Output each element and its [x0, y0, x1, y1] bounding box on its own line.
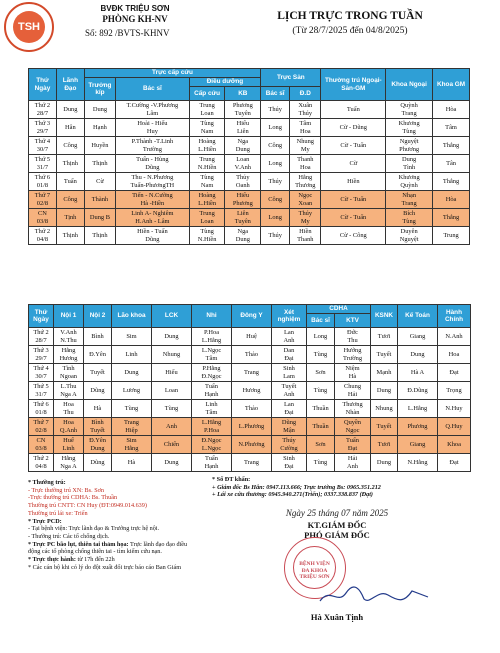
col-truc-san: Trực Sản	[261, 69, 321, 87]
table2-cell: Sinh Đại	[272, 454, 307, 472]
table1-cell: Công	[56, 137, 84, 155]
table1-cell: Cừ - Tuấn	[321, 209, 386, 227]
table1-cell: Trung Loan	[189, 209, 225, 227]
table1-cell: Trung N.Hiền	[189, 155, 225, 173]
table2-cell: Tùng	[307, 454, 335, 472]
table1-cell: Hiền Thanh	[290, 227, 321, 245]
table2-cell: N.Anh	[438, 328, 471, 346]
table2-cell: Hoa Thu	[54, 400, 84, 418]
table1-cell: Tuấn	[56, 173, 84, 191]
table2-cell: Thứ 2 04/8	[29, 454, 54, 472]
contacts-section	[212, 476, 462, 499]
table1-cell: Thắng	[433, 173, 470, 191]
table1-cell: Long	[261, 209, 290, 227]
contacts-head: * Số ĐT khẩn:	[212, 476, 251, 483]
table1-cell: Tịnh	[56, 209, 84, 227]
table1-cell: Thứ 2 28/7	[29, 101, 57, 119]
col-lck: LCK	[152, 305, 192, 328]
department-name: PHÒNG KH-NV	[102, 14, 168, 24]
table2-cell: Dũng	[84, 382, 112, 400]
table2-cell: Sinh Lam	[272, 364, 307, 382]
table1-cell: Nga Dung	[225, 227, 261, 245]
note-cac-can-bo: * Các cán bộ khi có lý do đột xuất đổi trực báo cáo Ban Giám	[28, 563, 182, 571]
org-name: BVĐK TRIỆU SƠN	[100, 4, 170, 13]
note-cdha: -Trực thường trú CDHA: Bs. Thuần	[28, 494, 118, 502]
table2-cell: Khoa	[438, 436, 471, 454]
note-truc-thuc-hanh: * Trực thực hành:	[28, 556, 76, 564]
table1-cell: Long	[261, 119, 290, 137]
col-cdha-bac-si: Bác sĩ	[307, 314, 335, 328]
table2-cell: Hải Anh	[335, 454, 371, 472]
col-ngoai-san: Thường trú Ngoại-Sản-GM	[321, 69, 386, 101]
table2-cell: Tuyết Anh	[272, 382, 307, 400]
table1-cell: Khương Quỳnh	[386, 173, 433, 191]
table2-cell: Tùng	[307, 346, 335, 364]
table2-cell: Tùng	[112, 400, 152, 418]
table1-cell: Cừ - Tuấn	[321, 137, 386, 155]
table2-cell: Trang	[232, 454, 272, 472]
table2-cell: Thứ 5 31/7	[29, 382, 54, 400]
table1-cell: Tùng Nam	[189, 173, 225, 191]
table2-cell: Đ.Yên Dung	[84, 436, 112, 454]
table2-cell: Dung	[152, 454, 192, 472]
col-noi2: Nội 2	[84, 305, 112, 328]
table2-cell: Dung	[371, 382, 398, 400]
table2-cell: N.Hằng	[398, 454, 438, 472]
table2-cell: L.Ngọc Tâm	[192, 346, 232, 364]
table1-cell: Tân	[433, 155, 470, 173]
table2-cell: L.Thu Nga A	[54, 382, 84, 400]
table2-cell: Dũng	[84, 454, 112, 472]
table2-cell: Lan Anh	[272, 328, 307, 346]
sign-date: Ngày 25 tháng 07 năm 2025	[285, 508, 389, 518]
stamp-text: BỆNH VIỆN ĐA KHOA TRIỆU SƠN	[299, 561, 330, 580]
table1-cell: Trung	[433, 227, 470, 245]
table1-cell: Xuân Thúy	[290, 101, 321, 119]
table2-cell: Tuấn Hạnh	[192, 382, 232, 400]
table2-row	[29, 382, 471, 400]
table1-row	[29, 155, 470, 173]
table1-cell: Ngọc Xoan	[290, 191, 321, 209]
table2-cell: Hiếu	[152, 364, 192, 382]
table2-cell: Sơn	[307, 436, 335, 454]
table2-cell: Tùng	[307, 382, 335, 400]
table2-cell: Bình	[84, 328, 112, 346]
table1-cell: Thứ 3 29/7	[29, 119, 57, 137]
note-truc-pcd: * Trực PCD:	[28, 517, 62, 525]
table2-cell: Linh Tâm	[192, 400, 232, 418]
table2-cell: Trọng	[438, 382, 471, 400]
sign-title1: KT.GIÁM ĐỐC	[307, 520, 367, 530]
note-pc-bao-lut: * Trực PC bão lụt, thiên tai thảm họa:	[28, 540, 129, 548]
table2-cell: L.Phương	[232, 418, 272, 436]
col-cap-cuu: Cấp cứu	[189, 87, 225, 101]
table2-cell: Tuấn Đạt	[335, 436, 371, 454]
table1-row	[29, 191, 470, 209]
col-dieu-duong: Điều dưỡng	[189, 78, 260, 87]
table1-cell: Dung Tình	[386, 155, 433, 173]
table2-cell: Nhung	[371, 400, 398, 418]
table2-cell: Thương Nhàn	[335, 400, 371, 418]
col-ksnk: KSNK	[371, 305, 398, 328]
table2-cell: Huệ	[232, 328, 272, 346]
table2-cell: Trang	[232, 364, 272, 382]
table1-cell: Tiến - N.Cường Hà -Hiền	[116, 191, 190, 209]
table2-cell: Hương	[232, 382, 272, 400]
table2-cell: Chung Hải	[335, 382, 371, 400]
col-san-dd: Đ.D	[290, 87, 321, 101]
table2-cell: Trang Hiệp	[112, 418, 152, 436]
table1-cell: Hân	[56, 119, 84, 137]
table2-cell: Hằng Nga A	[54, 454, 84, 472]
table1-cell: T.Cường -V.Phương Lâm	[116, 101, 190, 119]
table1-cell: Hoàng L.Hiền	[189, 191, 225, 209]
col-thu-ngay: Thứ Ngày	[29, 69, 57, 101]
table1-cell: Công	[261, 137, 290, 155]
table2-cell: Lan Đại	[272, 400, 307, 418]
table2-cell: Tuyết	[84, 364, 112, 382]
table1-cell: Hiếu Phương	[225, 191, 261, 209]
table1-cell: Thịnh	[56, 155, 84, 173]
col-lanh-dao: Lãnh Đạo	[56, 69, 84, 101]
table2-cell: L.Hằng	[398, 400, 438, 418]
signature-mark	[316, 585, 436, 607]
table2-cell: Giang	[398, 436, 438, 454]
table1-cell: Cừ - Công	[321, 227, 386, 245]
table1-cell: Thủy Oanh	[225, 173, 261, 191]
table2-row	[29, 418, 471, 436]
table2-cell: Hà	[112, 454, 152, 472]
table2-cell: Đ.Dũng	[398, 382, 438, 400]
document-header	[0, 0, 500, 58]
table2-cell: Thảo	[232, 346, 272, 364]
table2-cell: P.Hằng Đ.Ngọc	[192, 364, 232, 382]
table2-cell: N.Phương	[232, 436, 272, 454]
emergency-roster-table	[28, 68, 470, 245]
table1-cell: Hoài - Hiếu Huy	[116, 119, 190, 137]
table1-cell: Thứ 6 01/8	[29, 173, 57, 191]
table1-cell: Duyên Nguyệt	[386, 227, 433, 245]
table2-row	[29, 436, 471, 454]
table2-cell: Hà A	[398, 364, 438, 382]
table1-cell: Bích Tùng	[386, 209, 433, 227]
contacts-line1: + Giám đốc Bs Hân: 0947.113.666; Trực trưởng Bs: 0965.351.212	[212, 483, 381, 491]
table2-cell: V.Anh N.Thu	[54, 328, 84, 346]
table1-cell: P.Thành -T.Linh Trường	[116, 137, 190, 155]
table1-cell: Thứ 4 30/7	[29, 137, 57, 155]
table1-cell: Thúy	[261, 101, 290, 119]
note-xn: - Trực thường trú XN: Bs. Sơn	[28, 486, 104, 494]
col2-thu-ngay: Thứ Ngày	[29, 305, 54, 328]
table1-cell: Thịnh	[84, 155, 115, 173]
table2-cell: Dung	[152, 328, 192, 346]
table1-cell: Tâm	[433, 119, 470, 137]
note-lai-xe: Thường trú lái xe: Triển	[28, 509, 88, 517]
contacts-line2: + Lái xe cứu thương: 0945.940.271(Triển); 0337.338.837 (Đạt)	[212, 491, 373, 499]
table2-cell: Nhung	[152, 346, 192, 364]
table1-cell: Thu - N.Phương Tuấn-PhươngTH	[116, 173, 190, 191]
table2-row	[29, 346, 471, 364]
table2-cell: Hưởng Trường	[335, 346, 371, 364]
table2-cell: CN 03/8	[29, 436, 54, 454]
table2-cell: P.Hoa L.Hằng	[192, 328, 232, 346]
table2-cell: Huế Linh	[54, 436, 84, 454]
table1-cell: Liên Tuyên	[225, 209, 261, 227]
table1-cell: Khương Tùng	[386, 119, 433, 137]
table2-cell: Thứ 7 02/8	[29, 418, 54, 436]
note-cntt: Thường trú CNTT: CN Huy (ĐT:0949.014.639)	[28, 502, 147, 510]
col-cdha-ktv: KTV	[335, 314, 371, 328]
table1-cell: Huyền	[84, 137, 115, 155]
sign-title2: PHÓ GIÁM ĐỐC	[304, 530, 370, 540]
note-tth-text: từ 17h đến 22h	[75, 556, 115, 564]
table1-cell: Tuấn	[321, 101, 386, 119]
table2-cell: Thuần	[307, 418, 335, 436]
table1-cell: Thứ 2 04/8	[29, 227, 57, 245]
table1-cell: Công	[56, 191, 84, 209]
col-hanh-chinh: Hành Chính	[438, 305, 471, 328]
col-ke-toan: Kế Toán	[398, 305, 438, 328]
table2-cell: Sơn	[307, 364, 335, 382]
table2-cell: Tươi	[371, 436, 398, 454]
table1-cell: Tâm Hoa	[290, 119, 321, 137]
table1-cell: Cừ - Tuấn	[321, 191, 386, 209]
table1-cell: Hạnh	[84, 119, 115, 137]
table2-cell: Đạt	[438, 364, 471, 382]
table1-cell: Hoàng L.Hiền	[189, 137, 225, 155]
table1-cell: Thịnh	[56, 227, 84, 245]
table1-cell: Thanh Hoa	[290, 155, 321, 173]
table2-row	[29, 400, 471, 418]
table2-cell: Sim	[112, 328, 152, 346]
note-pc-text: Trực lãnh đạo đạo điều	[128, 540, 188, 548]
table1-cell: Thúy	[261, 173, 290, 191]
department-roster-table	[28, 304, 471, 472]
table1-cell: Nguyệt Phương	[386, 137, 433, 155]
table2-cell: N.Huy	[438, 400, 471, 418]
table2-cell: Chiến	[152, 436, 192, 454]
table2-cell: Dan Đại	[272, 346, 307, 364]
col-bac-si: Bác sĩ	[116, 78, 190, 101]
table1-cell: Cừ - Dũng	[321, 119, 386, 137]
table1-cell: Hiền - Tuấn Dũng	[116, 227, 190, 245]
table2-cell: L.Hằng P.Hoa	[192, 418, 232, 436]
table1-cell: Tùng Nam	[189, 119, 225, 137]
table2-cell: Hoa	[438, 346, 471, 364]
note-pcd2: - Thường trú: Các tổ chống dịch.	[28, 532, 110, 540]
table2-cell: Thúy Cường	[272, 436, 307, 454]
table2-cell: Tuấn Hạnh	[192, 454, 232, 472]
table1-cell: Hòa	[433, 191, 470, 209]
document-number: Số: 892 /BVTS-KHNV	[85, 28, 170, 38]
table1-cell: Cừ	[84, 173, 115, 191]
notes-section	[28, 479, 208, 571]
table1-cell: Phương Tuyên	[225, 101, 261, 119]
table2-cell: Dũng Mận	[272, 418, 307, 436]
table1-cell: Thịnh	[84, 227, 115, 245]
col-khoa-ngoai: Khoa Ngoại	[386, 69, 433, 101]
col-kb: KB	[225, 87, 261, 101]
table1-cell: Trung Loan	[189, 101, 225, 119]
table1-cell: Dung B	[84, 209, 115, 227]
table1-row	[29, 101, 470, 119]
table2-cell: Thứ 2 28/7	[29, 328, 54, 346]
table1-cell: Thúy My	[290, 209, 321, 227]
col-lao-khoa: Lão khoa	[112, 305, 152, 328]
table1-cell: Công	[261, 191, 290, 209]
note-pc-text2: động các tổ phòng chống thiên tai - tìm kiếm cứu nạn.	[28, 548, 162, 556]
table2-cell: Thứ 6 01/8	[29, 400, 54, 418]
table1-row	[29, 173, 470, 191]
table1-cell: Nhung My	[290, 137, 321, 155]
table2-cell: Tùng	[152, 400, 192, 418]
table2-cell: Thứ 3 29/7	[29, 346, 54, 364]
table2-cell: Lương	[112, 382, 152, 400]
table1-cell: Hằng Thương	[290, 173, 321, 191]
table1-cell: Thứ 5 31/7	[29, 155, 57, 173]
table1-cell: Quỳnh Trang	[386, 101, 433, 119]
col-xet-nghiem: Xét nghiệm	[272, 305, 307, 328]
table2-cell: Đ.Ngọc L.Ngọc	[192, 436, 232, 454]
col-noi1: Nội 1	[54, 305, 84, 328]
table2-cell: Long	[307, 328, 335, 346]
table1-cell: Dung	[56, 101, 84, 119]
col-truc-cap-cuu: Trực cấp cứu	[84, 69, 260, 78]
table2-cell: Tuyết	[371, 346, 398, 364]
table1-cell: CN 03/8	[29, 209, 57, 227]
col-san-bac-si: Bác sĩ	[261, 87, 290, 101]
hospital-logo: TSH	[4, 2, 54, 52]
table2-cell: Dung	[398, 346, 438, 364]
table2-cell: Niệm Hà	[335, 364, 371, 382]
table2-cell: Dung	[371, 454, 398, 472]
table2-cell: Linh	[112, 346, 152, 364]
signer-name: Hà Xuân Tịnh	[310, 612, 364, 622]
col-truong-kip: Trưởng kíp	[84, 78, 115, 101]
document-title: LỊCH TRỰC TRONG TUẦN	[277, 10, 423, 22]
table1-cell: Hòa	[433, 101, 470, 119]
table2-cell: Hà	[84, 400, 112, 418]
table2-cell: Loan	[152, 382, 192, 400]
table1-cell: Nga Dung	[225, 137, 261, 155]
table1-row	[29, 137, 470, 155]
table1-cell: Hiền	[321, 173, 386, 191]
table2-cell: Thảo	[232, 400, 272, 418]
table2-cell: Hoa Q.Anh	[54, 418, 84, 436]
table1-cell: Tùng N.Hiền	[189, 227, 225, 245]
table1-cell: Tuấn - Hùng Dũng	[116, 155, 190, 173]
table1-cell: Long	[261, 155, 290, 173]
table2-cell: Đạt	[438, 454, 471, 472]
table2-cell: Q.Huy	[438, 418, 471, 436]
table2-cell: Dung	[112, 364, 152, 382]
table2-cell: Tươi	[371, 328, 398, 346]
table2-cell: Hằng Hương	[54, 346, 84, 364]
table1-cell: Thứ 7 02/8	[29, 191, 57, 209]
table1-cell: Hiếu Liên	[225, 119, 261, 137]
table1-cell: Cừ	[321, 155, 386, 173]
table2-cell: Giang	[398, 328, 438, 346]
table2-cell: Mạnh	[371, 364, 398, 382]
table2-row	[29, 454, 471, 472]
table1-row	[29, 209, 470, 227]
table2-cell: Đức Thu	[335, 328, 371, 346]
table2-cell: Tuyết	[371, 418, 398, 436]
document-subtitle: (Từ 28/7/2025 đến 04/8/2025)	[292, 26, 408, 36]
note-thuong-tru: * Thường trú:	[28, 479, 66, 486]
note-pcd1: - Tại bệnh viện: Trực lãnh đạo & Trưởng trực hệ nội.	[28, 525, 160, 533]
table1-cell: Linh A- Nghiêm H.Anh - Lâm	[116, 209, 190, 227]
table1-cell: Nhạn Trang	[386, 191, 433, 209]
table1-cell: Thúy	[261, 227, 290, 245]
table2-cell: Đ.Yên	[84, 346, 112, 364]
table2-cell: Bình Tuyết	[84, 418, 112, 436]
table2-cell: Quyền Ngọc	[335, 418, 371, 436]
table1-cell: Thắng	[433, 209, 470, 227]
table2-cell: Thuần	[307, 400, 335, 418]
table2-cell: Tình Ngoan	[54, 364, 84, 382]
table1-row	[29, 119, 470, 137]
table2-cell: Anh	[152, 418, 192, 436]
table1-cell: Dung	[84, 101, 115, 119]
table1-cell: Loan V.Anh	[225, 155, 261, 173]
col-dong-y: Đông Y	[232, 305, 272, 328]
col-khoa-gm: Khoa GM	[433, 69, 470, 101]
table2-row	[29, 328, 471, 346]
table2-row	[29, 364, 471, 382]
table1-cell: Thắng	[433, 137, 470, 155]
table1-row	[29, 227, 470, 245]
col-nhi: Nhi	[192, 305, 232, 328]
col-cdha: CDHA	[307, 305, 371, 314]
table1-cell: Thành	[84, 191, 115, 209]
table2-cell: Sim Hằng	[112, 436, 152, 454]
table2-cell: Thứ 4 30/7	[29, 364, 54, 382]
table2-cell: Phương	[398, 418, 438, 436]
